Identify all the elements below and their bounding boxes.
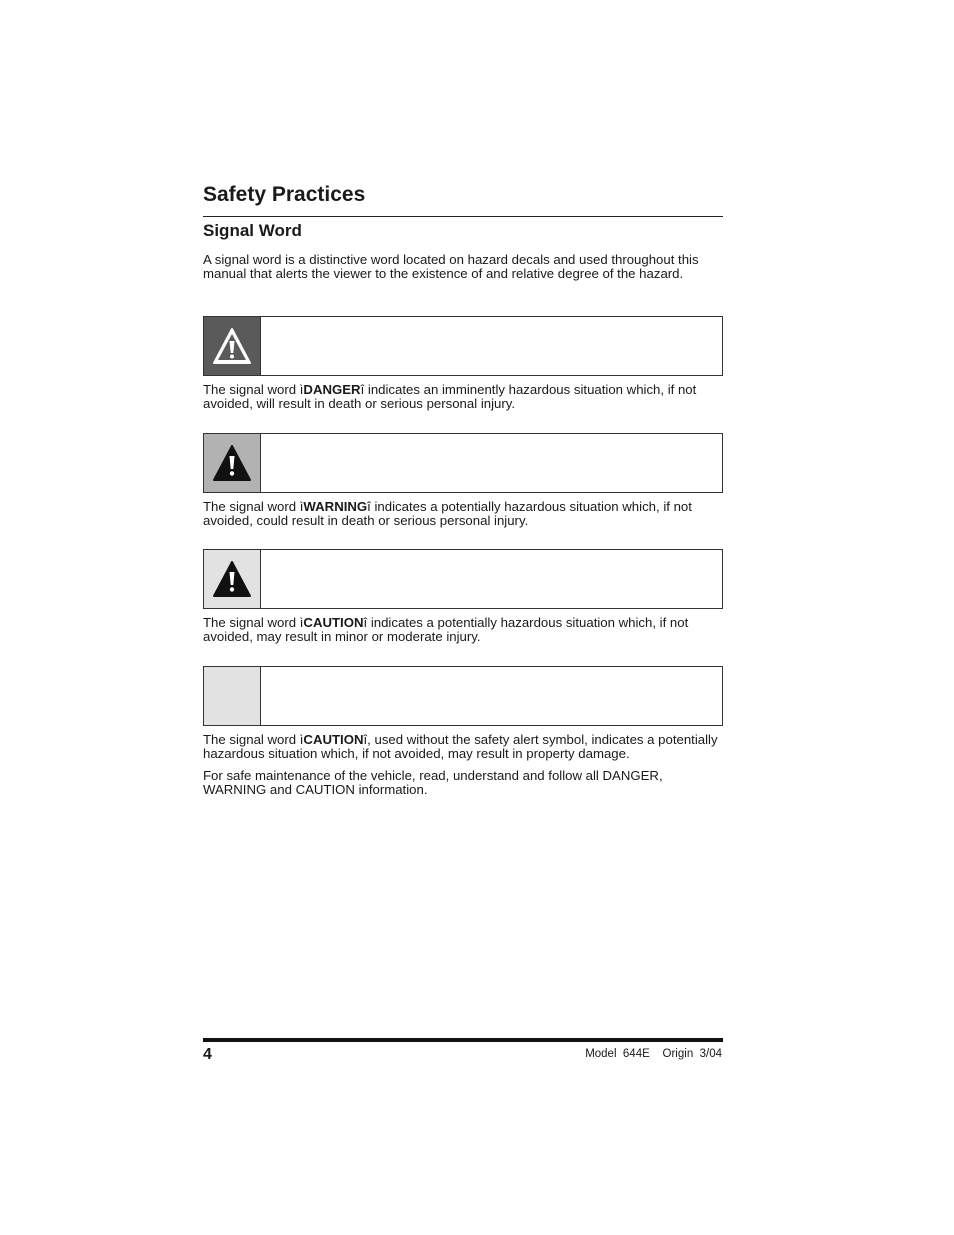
page-title: Safety Practices <box>203 183 366 206</box>
danger-description <box>203 383 727 411</box>
title-divider <box>203 216 723 217</box>
caution-no-symbol-prefix: The signal word ì <box>203 732 304 747</box>
intro-paragraph: A signal word is a distinctive word located on hazard decals and used throughout this manual that alerts the viewer to the existence of and relative degree of the hazard. <box>203 252 699 281</box>
warning-alert-icon <box>212 444 252 482</box>
danger-icon-panel <box>204 317 261 375</box>
footer-model-info: Model 644E Origin 3/04 <box>585 1048 722 1060</box>
danger-description-prefix: The signal word ì <box>203 382 304 397</box>
section-heading: Signal Word <box>203 221 302 240</box>
footer-divider <box>203 1038 723 1042</box>
caution-description-prefix: The signal word ì <box>203 615 304 630</box>
warning-icon-panel <box>204 434 261 492</box>
page-number: 4 <box>203 1046 212 1063</box>
danger-signal-box <box>203 316 723 376</box>
warning-description-text: î indicates a potentially hazardous situation which, if not avoided, could result in death or serious personal injury. <box>203 499 692 528</box>
caution-no-symbol-text: î, used without the safety alert symbol, indicates a potentially hazardous situation which, if not avoided, may result in property damage. <box>203 732 718 761</box>
caution-description-text: î indicates a potentially hazardous situation which, if not avoided, may result in minor or moderate injury. <box>203 615 689 644</box>
caution-description <box>203 616 727 644</box>
caution-no-symbol-box <box>203 666 723 726</box>
danger-signal-word: DANGER <box>303 382 361 397</box>
caution-icon-panel <box>204 550 261 608</box>
caution-signal-word: CAUTION <box>303 615 364 630</box>
closing-paragraph: For safe maintenance of the vehicle, read, understand and follow all DANGER, WARNING and CAUTION information. <box>203 768 663 797</box>
caution-no-symbol-signal-word: CAUTION <box>303 732 364 747</box>
warning-signal-word: WARNING <box>303 499 368 514</box>
danger-description-text: î indicates an imminently hazardous situation which, if not avoided, will result in death or serious personal injury. <box>203 382 697 411</box>
warning-description-prefix: The signal word ì <box>203 499 304 514</box>
caution-signal-box <box>203 549 723 609</box>
warning-description <box>203 500 727 528</box>
warning-signal-box <box>203 433 723 493</box>
caution-no-symbol-panel <box>204 667 261 725</box>
caution-no-symbol-description <box>203 733 727 761</box>
danger-alert-icon <box>212 327 252 365</box>
caution-alert-icon <box>212 560 252 598</box>
